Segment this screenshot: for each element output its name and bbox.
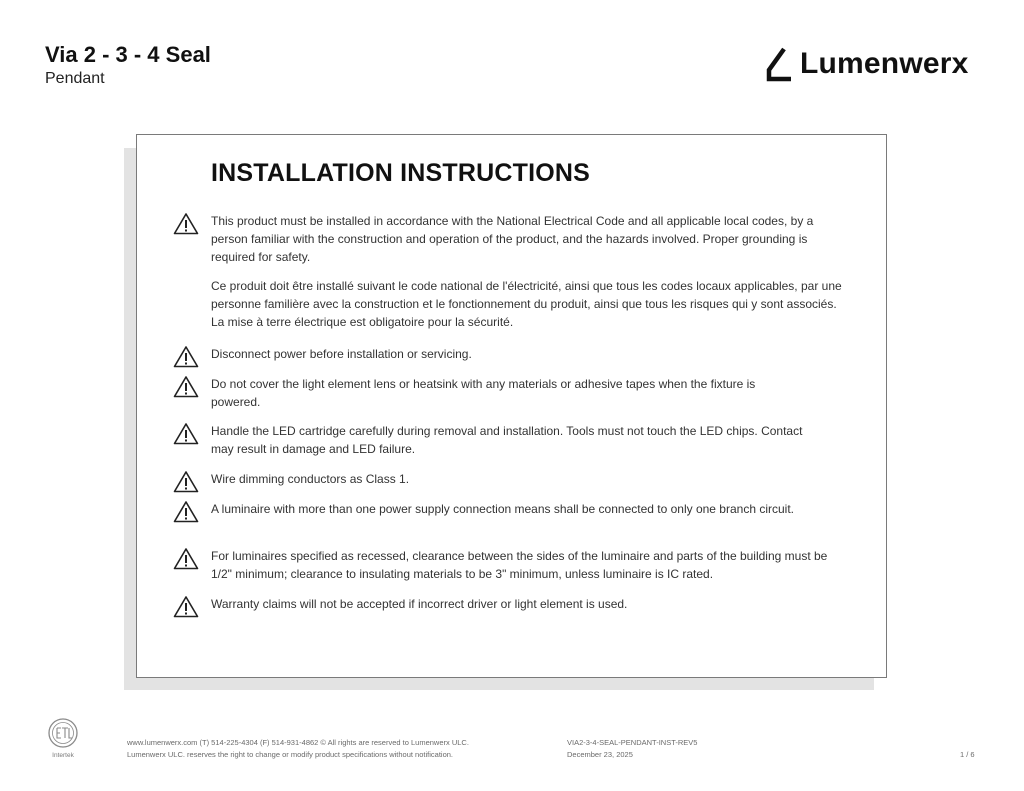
warning-text: For luminaires specified as recessed, clearance between the sides of the luminaire and parts of the building must be 1/2" minimum; clearance to insulating materials to be 3" minimum, unless luminaire is IC rated. [211,549,828,581]
warning-triangle-icon [173,422,199,445]
warning-triangle-icon [173,375,199,398]
footer-doc-code: VIA2-3-4-SEAL-PENDANT-INST-REV5 [567,738,698,747]
warning-triangle-icon [173,595,199,618]
footer-contact-line: www.lumenwerx.com (T) 514-225-4304 (F) 514-931-4862 © All rights are reserved to Lumenwerx ULC. [127,738,469,747]
warning-text: Disconnect power before installation or servicing. [211,347,472,361]
warning-text: Warranty claims will not be accepted if incorrect driver or light element is used. [211,597,628,611]
cert-label: Intertek [52,752,74,759]
document-title: Via 2 - 3 - 4 Seal [45,42,211,67]
warning-triangle-icon [173,470,199,493]
etl-certification-icon [46,716,80,760]
footer-disclaimer: Lumenwerx ULC. reserves the right to change or modify product specifications without notification. [127,750,453,759]
warning-text: A luminaire with more than one power supply connection means shall be connected to only one branch circuit. [211,502,795,516]
warning-text: Do not cover the light element lens or heatsink with any materials or adhesive tapes when the fixture is powered. [211,377,756,409]
brand-logo [764,46,969,82]
footer-contact [127,737,469,761]
warning-text: Handle the LED cartridge carefully during removal and installation. Tools must not touch the LED chips. Contact may result in damage and LED failure. [211,424,803,456]
panel-heading: INSTALLATION INSTRUCTIONS [211,159,591,187]
footer-doc-info [567,737,697,761]
warning-text-fr: Ce produit doit être installé suivant le code national de l'électricité, ainsi que tous les codes locaux applicables, par une personne familière avec la construction et le fonctionnement du produit, ainsi que tous les risques qui y sont associés. La mise à terre électrique est obligatoire pour la sécurité. [211,279,842,329]
footer-date: December 23, 2025 [567,750,633,759]
document-subtitle: Pendant [45,70,105,87]
warning-triangle-icon [173,345,199,368]
warning-triangle-icon [173,547,199,570]
warning-triangle-icon [173,500,199,523]
footer-page-number: 1 / 6 [960,750,975,759]
lumenwerx-logo-mark-icon [764,46,794,82]
warning-triangle-icon [173,212,199,235]
warning-text-en: This product must be installed in accordance with the National Electrical Code and all applicable local codes, by a person familiar with the construction and operation of the product, and the hazards involved. Proper grounding is required for safety. [211,214,814,264]
warning-text: Wire dimming conductors as Class 1. [211,472,410,486]
instructions-panel [136,134,887,678]
brand-name: Lumenwerx [800,47,969,80]
